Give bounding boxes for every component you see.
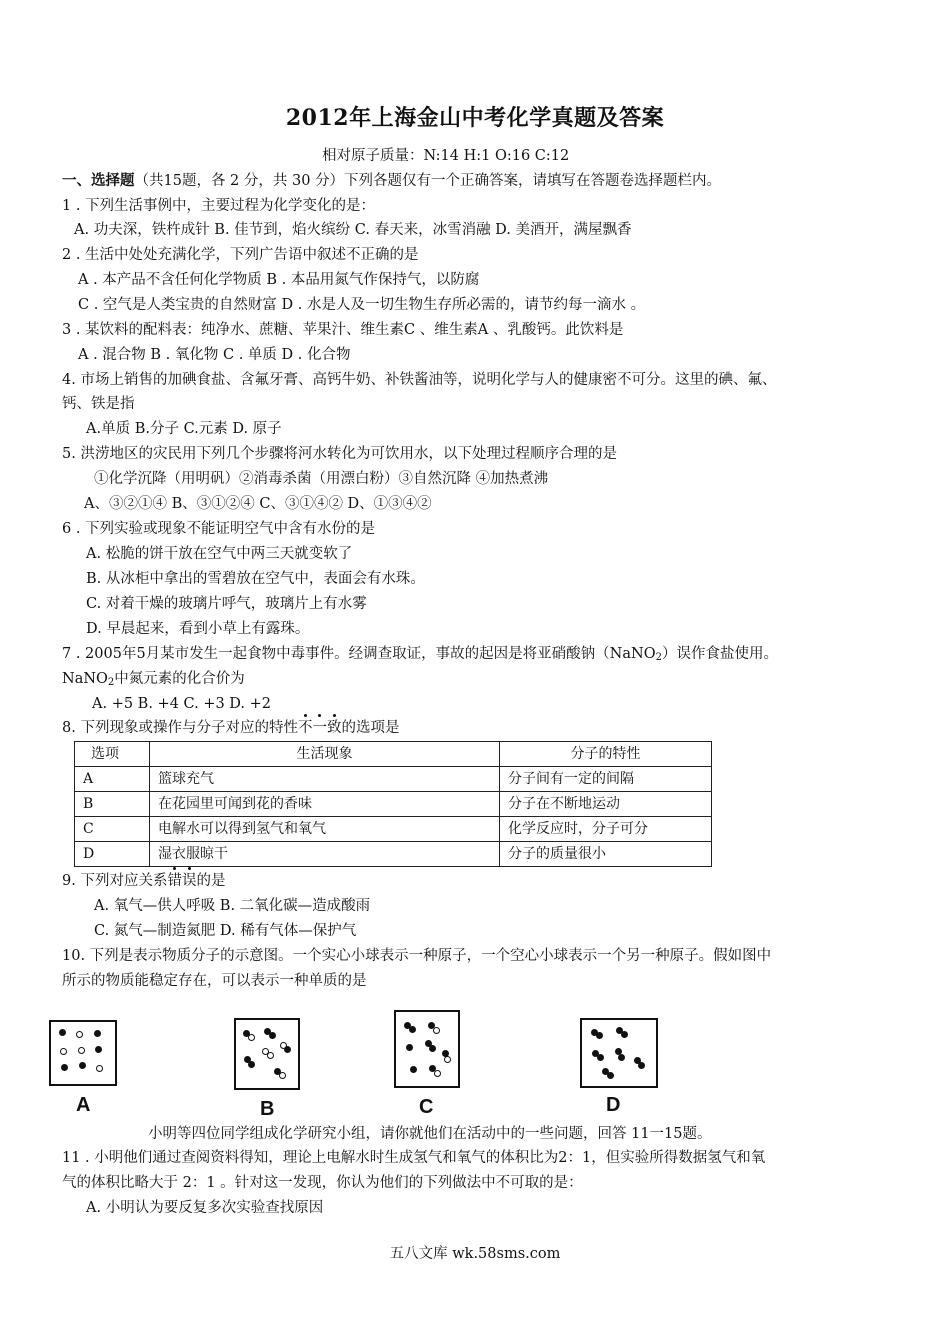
group-intro: 小明等四位同学组成化学研究小组，请你就他们在活动中的一些问题，回答 11一15题。 <box>148 1126 712 1142</box>
molecule-box-d <box>580 1018 658 1088</box>
q9-options-cd: C. 氮气—制造氮肥 D. 稀有气体—保护气 <box>94 923 357 939</box>
table-cell: 分子在不断地运动 <box>500 792 712 817</box>
q6-stem: 6 . 下列实验或现象不能证明空气中含有水份的是 <box>62 521 376 537</box>
table-cell: 湿衣服晾干 <box>150 842 500 867</box>
section-heading-rest: （共15题，各 2 分，共 30 分）下列各题仅有一个正确答案，请填写在答题卷选择题栏内。 <box>134 173 722 189</box>
hollow-atom <box>76 1031 83 1038</box>
figure-label-c: C <box>419 1096 434 1118</box>
hollow-atom <box>60 1048 67 1055</box>
table-cell: 分子的质量很小 <box>500 842 712 867</box>
hollow-atom <box>96 1065 103 1072</box>
figure-label-d: D <box>606 1094 621 1116</box>
q8-stem-part: 的选项是 <box>341 720 400 736</box>
q11-stem-line1: 11 . 小明他们通过查阅资料得知，理论上电解水时生成氢气和氧气的体积比为2：1，但实验所得数据氢气和氧 <box>62 1150 766 1166</box>
table-cell: C <box>75 817 150 842</box>
q5-stem: 5. 洪涝地区的灾民用下列几个步骤将河水转化为可饮用水，以下处理过程顺序合理的是 <box>62 446 617 462</box>
page-footer: 五八文库 wk.58sms.com <box>389 1246 561 1262</box>
hollow-atom <box>433 1027 440 1034</box>
filled-atom <box>429 1045 436 1052</box>
q9-emphasis: 错 <box>167 873 182 889</box>
q8-emphasis: 不 <box>297 720 313 736</box>
q7-stem-part: 7 . 2005年5月某市发生一起食物中毒事件。经调查取证，事故的起因是将亚硝酸钠（NaNO <box>62 646 656 662</box>
q11-option-a: A. 小明认为要反复多次实验查找原因 <box>86 1200 324 1216</box>
q11-stem-line2: 气的体积比略大于 2：1 。针对这一发现，你认为他们的下列做法中不可取的是： <box>62 1175 583 1191</box>
table-cell: 分子间有一定的间隔 <box>500 767 712 792</box>
q6-option-b: B. 从冰柜中拿出的雪碧放在空气中，表面会有水珠。 <box>86 571 425 587</box>
q8-stem <box>62 718 399 738</box>
hollow-atom <box>444 1056 451 1063</box>
q2-stem: 2 . 生活中处处充满化学，下列广告语中叙述不正确的是 <box>62 247 419 263</box>
filled-atom <box>61 1064 68 1071</box>
q7-stem-line1 <box>62 644 778 668</box>
q2-options-ab: A . 本产品不含任何化学物质 B . 本品用氮气作保持气，以防腐 <box>78 272 480 288</box>
q7-stem-part: ）误作食盐使用。 <box>661 646 778 662</box>
molecule-box-b <box>234 1018 300 1090</box>
filled-atom <box>596 1032 603 1039</box>
q3-stem: 3 . 某饮料的配料表：纯净水、蔗糖、苹果汁、维生素C 、维生素A 、乳酸钙。此饮料是 <box>62 322 624 338</box>
section-heading-bold: 一、选择题 <box>62 172 135 189</box>
figure-label-b: B <box>260 1098 275 1120</box>
q6-option-d: D. 早晨起来，看到小草上有露珠。 <box>86 621 310 637</box>
filled-atom <box>79 1062 86 1069</box>
q8-emphasis: 一 <box>312 720 327 736</box>
filled-atom <box>59 1029 66 1036</box>
molecule-box-c <box>394 1010 460 1088</box>
q6-option-a: A. 松脆的饼干放在空气中两三天就变软了 <box>86 546 353 562</box>
q6-option-c: C. 对着干燥的玻璃片呼气，玻璃片上有水雾 <box>86 596 367 612</box>
hollow-atom <box>434 1070 441 1077</box>
table-cell: B <box>75 792 150 817</box>
q8-stem-part: 8. 下列现象或操作与分子对应的特性 <box>62 720 298 736</box>
table-header-cell: 分子的特性 <box>500 742 712 767</box>
hollow-atom <box>279 1072 286 1079</box>
table-cell: 在花园里可闻到花的香味 <box>150 792 500 817</box>
q4-options: A.单质 B.分子 C.元素 D. 原子 <box>86 421 282 437</box>
table-cell: 电解水可以得到氢气和氧气 <box>150 817 500 842</box>
q9-stem <box>62 871 225 891</box>
q7-subscript: 2 <box>107 677 115 688</box>
q8-table <box>74 741 712 867</box>
filled-atom <box>410 1066 417 1073</box>
table-row <box>75 792 712 817</box>
q4-stem-line1: 4. 市场上销售的加碘食盐、含氟牙膏、高钙牛奶、补铁酱油等，说明化学与人的健康密不可分。这里的碘、氟、 <box>62 372 777 388</box>
filled-atom <box>409 1026 416 1033</box>
filled-atom <box>248 1061 255 1068</box>
figure-label-a: A <box>76 1094 91 1116</box>
table-cell: 化学反应时，分子可分 <box>500 817 712 842</box>
q4-stem-line2: 钙、铁是指 <box>62 396 135 412</box>
table-cell: A <box>75 767 150 792</box>
filled-atom <box>638 1062 645 1069</box>
q7-stem-line2 <box>62 669 245 693</box>
table-header-cell: 选项 <box>75 742 150 767</box>
atomic-mass-line: 相对原子质量：N:14 H:1 O:16 C:12 <box>322 148 570 164</box>
table-cell: D <box>75 842 150 867</box>
table-row <box>75 767 712 792</box>
q9-emphasis: 误 <box>181 873 197 889</box>
filled-atom <box>95 1046 102 1053</box>
molecule-box-a <box>49 1020 117 1086</box>
filled-atom <box>269 1032 276 1039</box>
q1-stem: 1 . 下列生活事例中，主要过程为化学变化的是： <box>62 198 376 214</box>
q10-stem-line1: 10. 下列是表示物质分子的示意图。一个实心小球表示一种原子，一个空心小球表示一个另一种原子。假如图中 <box>62 948 772 964</box>
q1-options: A. 功夫深，铁杵成针 B. 佳节到，焰火缤纷 C. 春天来，冰雪消融 D. 美酒开，满屋飘香 <box>74 222 632 238</box>
q3-options: A . 混合物 B . 氧化物 C . 单质 D . 化合物 <box>78 347 351 363</box>
q8-emphasis: 致 <box>326 720 342 736</box>
filled-atom <box>94 1030 101 1037</box>
table-cell: 篮球充气 <box>150 767 500 792</box>
filled-atom <box>597 1054 604 1061</box>
hollow-atom <box>248 1034 255 1041</box>
table-row <box>75 842 712 867</box>
q5-steps: ①化学沉降（用明矾）②消毒杀菌（用漂白粉）③自然沉降 ④加热煮沸 <box>94 471 549 487</box>
q5-options: A、③②①④ B、③①②④ C、③①④② D、①③④② <box>84 496 432 512</box>
filled-atom <box>607 1072 614 1079</box>
q9-stem-part: 的是 <box>196 873 226 889</box>
q10-stem-line2: 所示的物质能稳定存在，可以表示一种单质的是 <box>62 973 367 989</box>
q9-options-ab: A. 氧气—供人呼吸 B. 二氧化碳—造成酸雨 <box>94 898 371 914</box>
filled-atom <box>618 1054 625 1061</box>
table-header-cell: 生活现象 <box>150 742 500 767</box>
q2-options-cd: C . 空气是人类宝贵的自然财富 D . 水是人及一切生物生存所必需的，请节约每一滴水 。 <box>78 297 646 313</box>
table-header-row <box>75 742 712 767</box>
q7-stem-part: 中氮元素的化合价为 <box>114 671 245 687</box>
q7-subscript: 2 <box>655 652 662 663</box>
q7-options: A. +5 B. +4 C. +3 D. +2 <box>92 696 272 712</box>
page-title: 2012年上海金山中考化学真题及答案 <box>285 105 665 131</box>
table-row <box>75 817 712 842</box>
hollow-atom <box>267 1052 274 1059</box>
hollow-atom <box>78 1047 85 1054</box>
filled-atom <box>621 1031 628 1038</box>
section-heading <box>62 171 721 191</box>
filled-atom <box>284 1046 291 1053</box>
q9-stem-part: 9. 下列对应关系 <box>62 873 168 889</box>
filled-atom <box>406 1044 413 1051</box>
q7-formula: NaNO <box>62 671 108 687</box>
